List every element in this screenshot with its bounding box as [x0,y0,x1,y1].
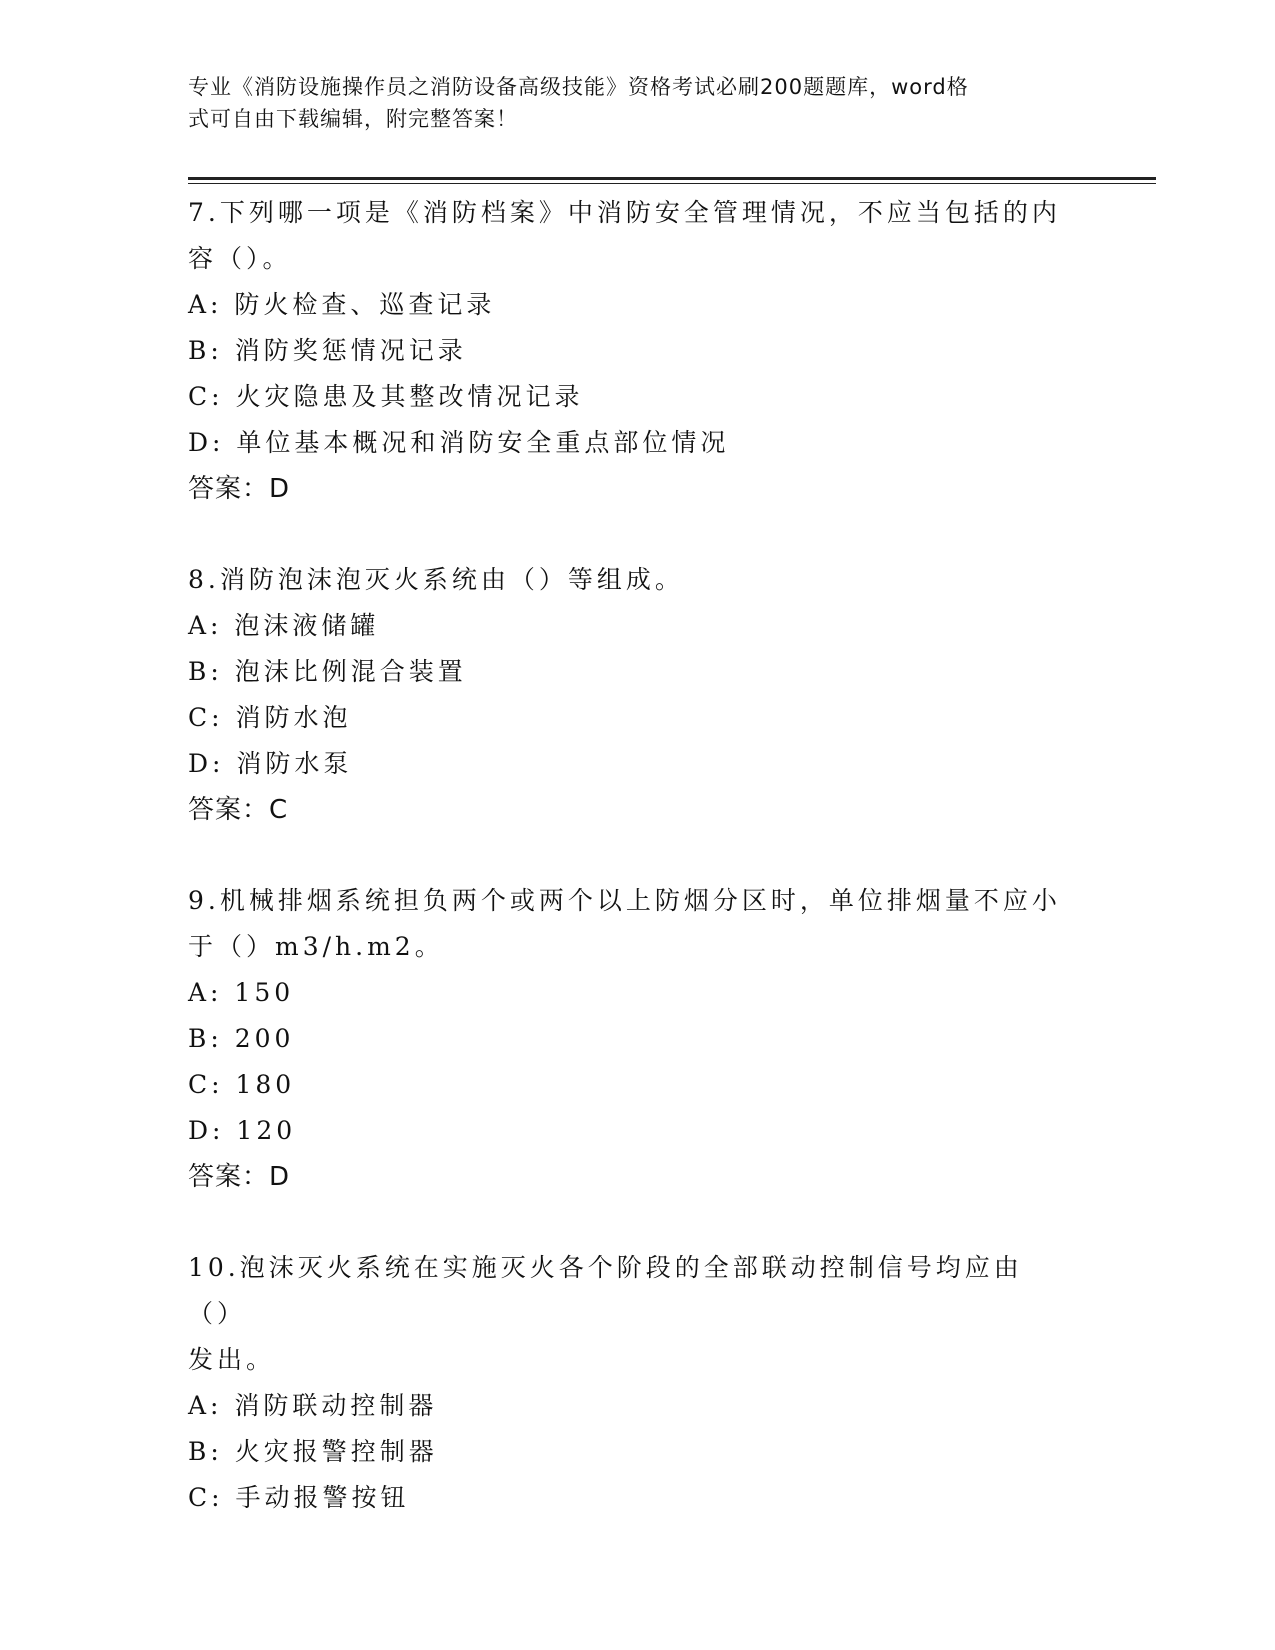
header-divider-thick [188,177,1156,180]
question-7 [188,190,1068,512]
option-b: B: 泡沫比例混合装置 [188,657,467,686]
question-8 [188,557,1068,833]
option-c: C: 手动报警按钮 [188,1483,410,1512]
answer-line: 答案：D [188,1162,291,1192]
option-d: D: 单位基本概况和消防安全重点部位情况 [188,428,730,457]
question-9 [188,878,1068,1200]
option-a: A: 150 [188,978,295,1007]
answer-line: 答案：C [188,795,289,825]
option-c: C: 180 [188,1070,296,1099]
question-stem: 9.机械排烟系统担负两个或两个以上防烟分区时，单位排烟量不应小 于（）m3/h.m2。 [188,886,1061,961]
option-c: C: 火灾隐患及其整改情况记录 [188,382,584,411]
question-stem: 10.泡沫灭火系统在实施灭火各个阶段的全部联动控制信号均应由（） 发出。 [188,1253,1023,1374]
option-b: B: 火灾报警控制器 [188,1437,438,1466]
option-a: A: 防火检查、巡查记录 [188,290,496,319]
answer-line: 答案：D [188,474,291,504]
option-b: B: 消防奖惩情况记录 [188,336,467,365]
question-stem: 7.下列哪一项是《消防档案》中消防安全管理情况，不应当包括的内 容（）。 [188,198,1061,273]
header-divider-thin [188,183,1156,184]
option-c: C: 消防水泡 [188,703,352,732]
question-list [188,190,1068,1566]
option-a: A: 泡沫液储罐 [188,611,380,640]
document-header: 专业《消防设施操作员之消防设备高级技能》资格考试必刷200题题库，word格 式可自由下载编辑，附完整答案！ [188,75,969,131]
option-d: D: 120 [188,1116,297,1145]
option-d: D: 消防水泵 [188,749,353,778]
question-stem: 8.消防泡沫泡灭火系统由（）等组成。 [188,565,684,594]
option-b: B: 200 [188,1024,295,1053]
option-a: A: 消防联动控制器 [188,1391,438,1420]
question-10 [188,1245,1068,1521]
